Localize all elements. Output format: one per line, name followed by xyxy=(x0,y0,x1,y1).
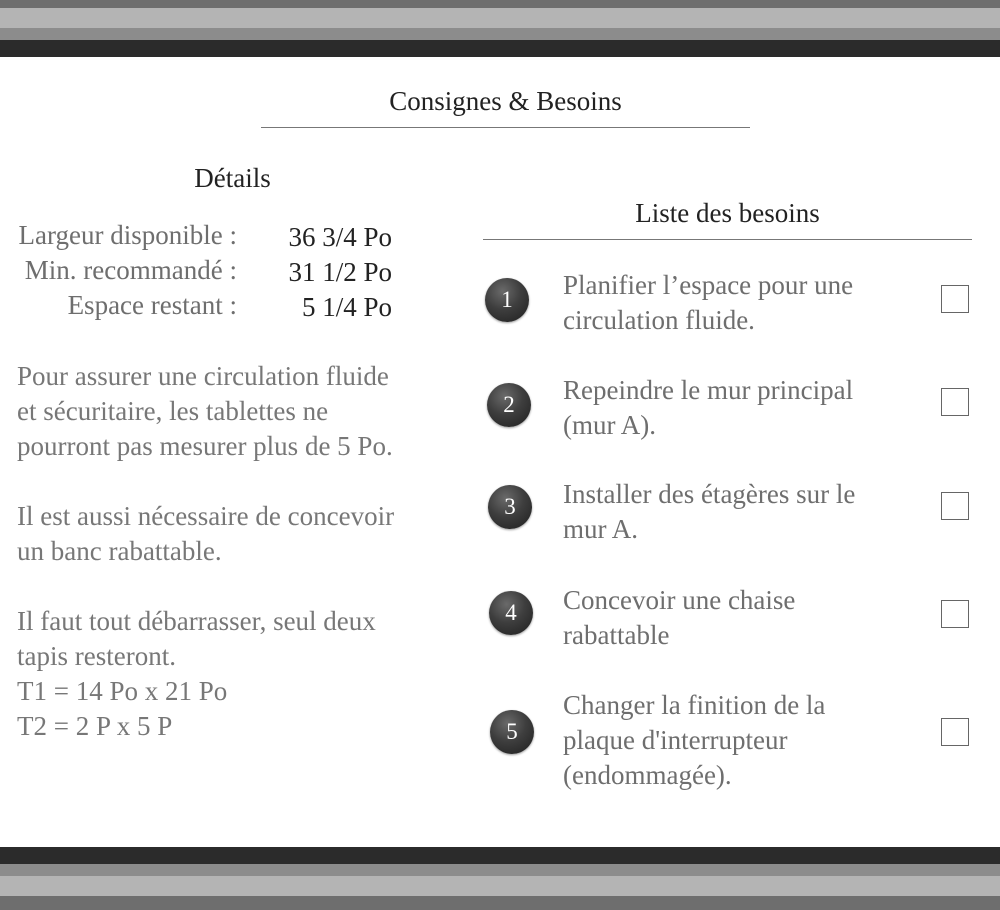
note-circulation xyxy=(17,359,457,464)
number-badge: 3 xyxy=(488,485,532,529)
need-text xyxy=(563,583,903,653)
need-text-line: Changer la finition de la xyxy=(563,690,826,720)
page-title: Consignes & Besoins xyxy=(389,86,622,116)
spec-label-min-recommended: Min. recommandé : xyxy=(24,255,237,285)
need-text-line: Concevoir une chaise xyxy=(563,585,796,615)
need-text-line: (mur A). xyxy=(563,410,656,440)
note-line: un banc rabattable. xyxy=(17,536,222,566)
need-text-line: plaque d'interrupteur xyxy=(563,725,788,755)
need-text xyxy=(563,373,903,443)
need-checkbox[interactable] xyxy=(941,492,969,520)
needs-list-divider xyxy=(483,239,972,240)
needs-list-heading: Liste des besoins xyxy=(635,198,820,228)
need-text-line: Installer des étagères sur le xyxy=(563,479,856,509)
number-badge: 4 xyxy=(489,591,533,635)
top-decorative-band xyxy=(0,0,1000,57)
title-divider xyxy=(261,127,750,128)
note-folding-bench xyxy=(17,499,457,569)
note-line: Pour assurer une circulation fluide xyxy=(17,361,389,391)
need-text-line: rabattable xyxy=(563,620,670,650)
bottom-decorative-band xyxy=(0,847,1000,910)
note-line: T1 = 14 Po x 21 Po xyxy=(17,676,228,706)
number-badge: 1 xyxy=(485,278,529,322)
spec-value-remaining-space: 5 1/4 Po xyxy=(301,292,392,322)
need-text xyxy=(563,268,903,338)
note-line: et sécuritaire, les tablettes ne xyxy=(17,396,329,426)
note-line: pourront pas mesurer plus de 5 Po. xyxy=(17,431,393,461)
spec-label-remaining-space: Espace restant : xyxy=(67,290,237,320)
need-text xyxy=(563,477,903,547)
note-rugs xyxy=(17,604,457,744)
need-checkbox[interactable] xyxy=(941,388,969,416)
need-text-line: circulation fluide. xyxy=(563,305,755,335)
note-line: Il est aussi nécessaire de concevoir xyxy=(17,501,395,531)
need-checkbox[interactable] xyxy=(941,600,969,628)
need-checkbox[interactable] xyxy=(941,285,969,313)
need-text-line: Planifier l’espace pour une xyxy=(563,270,854,300)
need-text-line: Repeindre le mur principal xyxy=(563,375,854,405)
note-line: Il faut tout débarrasser, seul deux xyxy=(17,606,376,636)
need-text-line: (endommagée). xyxy=(563,760,732,790)
need-checkbox[interactable] xyxy=(941,718,969,746)
details-heading: Détails xyxy=(194,163,271,193)
spec-label-available-width: Largeur disponible : xyxy=(18,220,237,250)
number-badge: 5 xyxy=(490,710,534,754)
spec-value-min-recommended: 31 1/2 Po xyxy=(288,257,392,287)
spec-value-available-width: 36 3/4 Po xyxy=(288,222,392,252)
note-line: tapis resteront. xyxy=(17,641,176,671)
number-badge: 2 xyxy=(487,383,531,427)
note-line: T2 = 2 P x 5 P xyxy=(17,711,173,741)
need-text xyxy=(563,688,903,793)
need-text-line: mur A. xyxy=(563,514,639,544)
